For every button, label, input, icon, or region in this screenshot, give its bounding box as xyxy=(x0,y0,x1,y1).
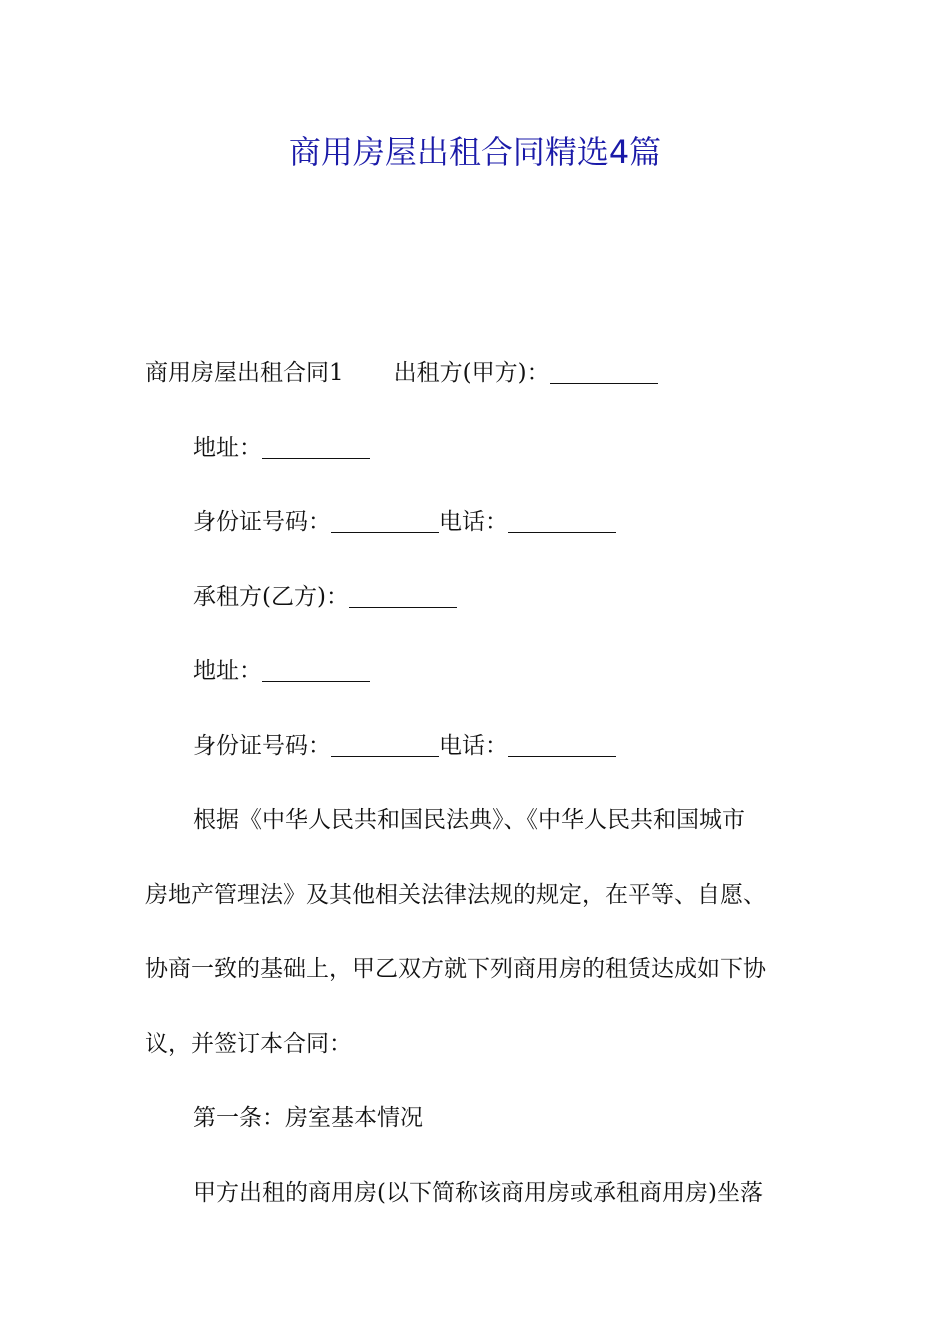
lessee-phone-blank[interactable] xyxy=(508,732,616,757)
paragraph-line: 议，并签订本合同： xyxy=(145,1030,352,1057)
document-body xyxy=(145,336,815,1230)
contract-heading: 商用房屋出租合同1 xyxy=(145,360,344,386)
lessee-name-blank[interactable] xyxy=(349,583,457,608)
lessor-id-blank[interactable] xyxy=(331,508,439,533)
id-label: 身份证号码： xyxy=(193,732,331,759)
address-label: 地址： xyxy=(193,434,262,461)
paragraph-line: 根据《中华人民共和国民法典》、《中华人民共和国城市 xyxy=(193,807,745,833)
line-lessee-id-phone xyxy=(145,709,815,784)
lessee-label: 承租方(乙方)： xyxy=(193,583,349,610)
lessor-phone-blank[interactable] xyxy=(508,508,616,533)
line-lessor-id-phone xyxy=(145,485,815,560)
phone-label: 电话： xyxy=(439,509,508,535)
id-label: 身份证号码： xyxy=(193,509,331,535)
address-label: 地址： xyxy=(193,658,262,684)
paragraph-line: 甲方出租的商用房(以下简称该商用房或承租商用房)坐落 xyxy=(193,1179,763,1206)
lessor-name-blank[interactable] xyxy=(550,359,658,384)
phone-label: 电话： xyxy=(439,732,508,759)
lessee-id-blank[interactable] xyxy=(331,732,439,757)
paragraph-line: 协商一致的基础上，甲乙双方就下列商用房的租赁达成如下协 xyxy=(145,956,766,982)
line-lessor-address xyxy=(145,411,815,486)
document-title: 商用房屋出租合同精选4篇 xyxy=(288,133,662,171)
line-lessee xyxy=(145,560,815,635)
lessor-label: 出租方(甲方)： xyxy=(393,360,550,386)
paragraph-line: 房地产管理法》及其他相关法律法规的规定，在平等、自愿、 xyxy=(145,881,766,908)
line-lessee-address xyxy=(145,634,815,709)
line-contract-heading xyxy=(145,336,815,411)
article-heading: 第一条：房室基本情况 xyxy=(193,1105,423,1131)
lessor-address-blank[interactable] xyxy=(262,434,370,459)
lessee-address-blank[interactable] xyxy=(262,657,370,682)
